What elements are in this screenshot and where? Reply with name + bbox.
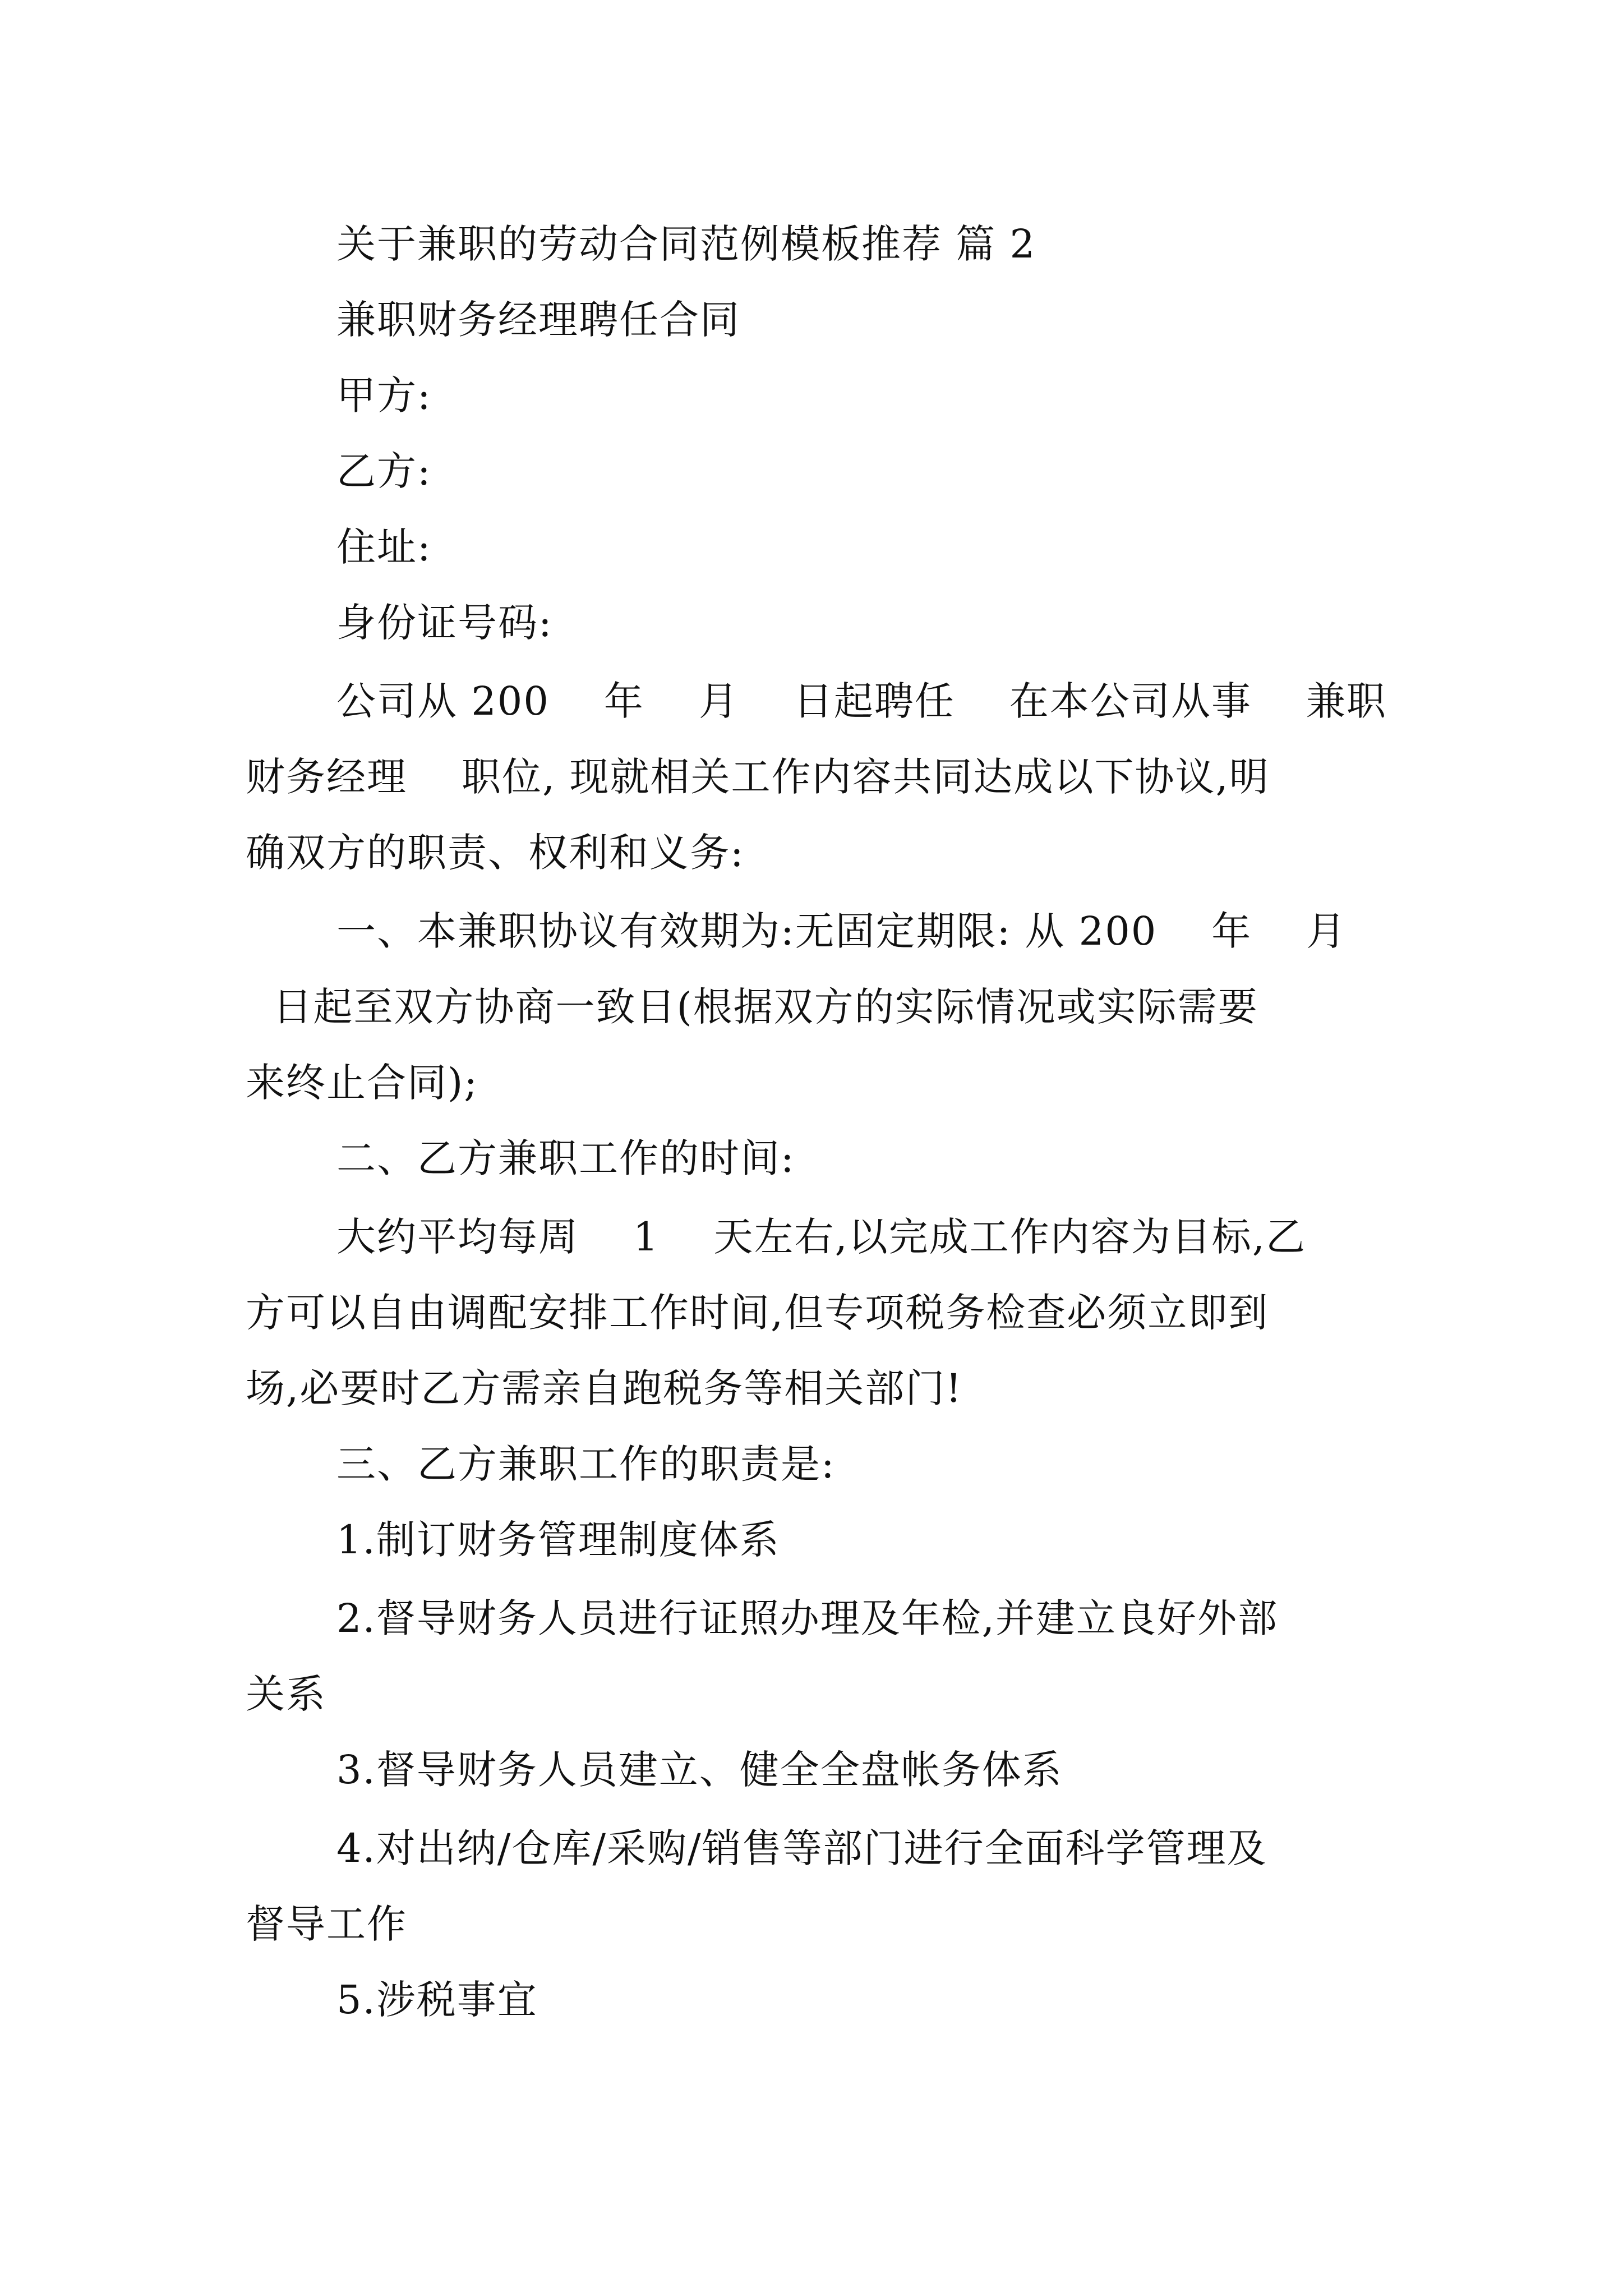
paragraph-line: 确双方的职责、权利和义务: bbox=[246, 830, 745, 876]
address-line: 住址: bbox=[336, 524, 432, 570]
list-item: 4.对出纳/仓库/采购/销售等部门进行全面科学管理及 bbox=[336, 1825, 1267, 1871]
party-a-line: 甲方: bbox=[336, 372, 432, 418]
document-title: 关于兼职的劳动合同范例模板推荐 篇 2 bbox=[336, 221, 1036, 267]
paragraph-line: 一、本兼职协议有效期为:无固定期限: 从 200 年 月 bbox=[336, 908, 1347, 954]
paragraph-line: 场,必要时乙方需亲自跑税务等相关部门! bbox=[246, 1365, 963, 1411]
list-item: 5.涉税事宜 bbox=[336, 1977, 538, 2023]
list-item-continued: 关系 bbox=[246, 1671, 326, 1717]
section-heading: 三、乙方兼职工作的职责是: bbox=[336, 1441, 836, 1487]
list-item-continued: 督导工作 bbox=[246, 1901, 407, 1947]
section-heading: 二、乙方兼职工作的时间: bbox=[336, 1135, 795, 1181]
paragraph-line: 财务经理 职位, 现就相关工作内容共同达成以下协议,明 bbox=[246, 754, 1270, 800]
paragraph-line: 方可以自由调配安排工作时间,但专项税务检查必须立即到 bbox=[246, 1290, 1269, 1336]
paragraph-line: 来终止合同); bbox=[246, 1060, 478, 1106]
contract-title: 兼职财务经理聘任合同 bbox=[336, 297, 740, 343]
list-item: 2.督导财务人员进行证照办理及年检,并建立良好外部 bbox=[336, 1595, 1279, 1641]
id-number-line: 身份证号码: bbox=[336, 600, 553, 646]
paragraph-line: 公司从 200 年 月 日起聘任 在本公司从事 兼职 bbox=[336, 678, 1387, 724]
list-item: 3.督导财务人员建立、健全全盘帐务体系 bbox=[336, 1747, 1063, 1793]
party-b-line: 乙方: bbox=[336, 448, 432, 494]
paragraph-line: 大约平均每周 1 天左右,以完成工作内容为目标,乙 bbox=[336, 1214, 1307, 1260]
paragraph-line: 日起至双方协商一致日(根据双方的实际情况或实际需要 bbox=[246, 984, 1258, 1030]
list-item: 1.制订财务管理制度体系 bbox=[336, 1517, 780, 1563]
